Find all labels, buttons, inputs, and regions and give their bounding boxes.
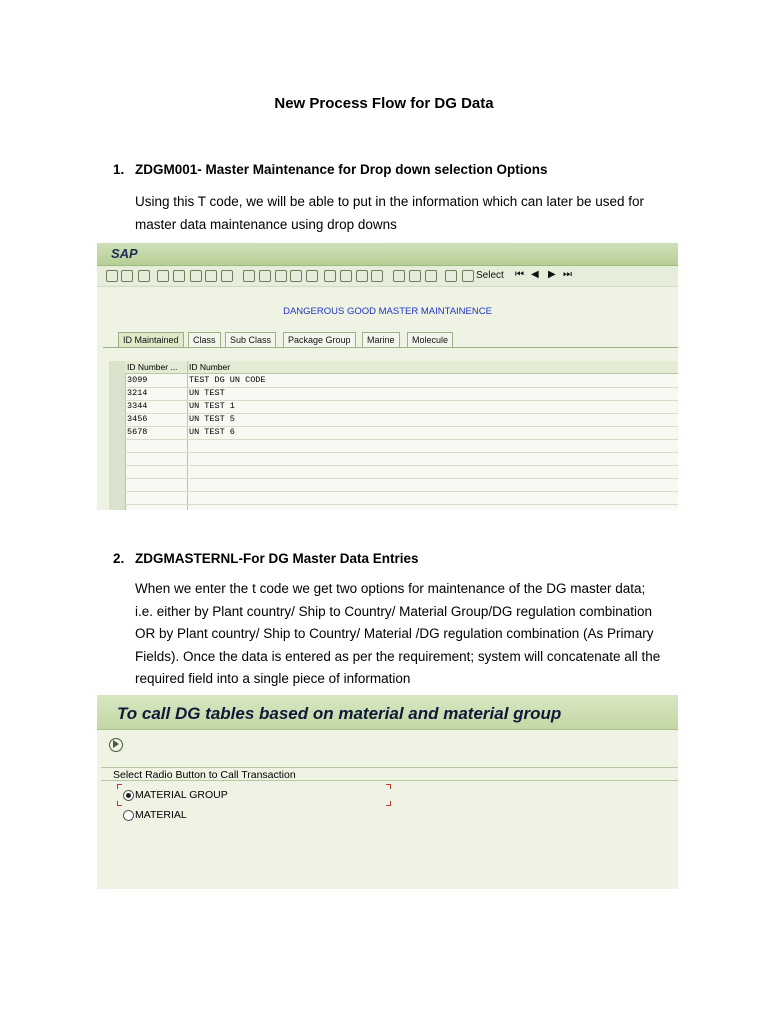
table-row[interactable] xyxy=(125,413,678,427)
tab-molecule[interactable]: Molecule xyxy=(407,332,453,347)
details-icon[interactable] xyxy=(157,270,169,282)
save-layout-icon[interactable] xyxy=(425,270,437,282)
export-icon[interactable] xyxy=(290,270,302,282)
table-cell[interactable]: 3214 xyxy=(127,388,148,398)
table-cell[interactable]: UN TEST 1 xyxy=(189,401,235,411)
section-1-paragraph xyxy=(135,191,680,236)
screen-title: To call DG tables based on material and material group xyxy=(117,704,562,723)
table-cell[interactable]: 3099 xyxy=(127,375,148,385)
table-row[interactable] xyxy=(125,374,678,388)
previous-page-icon[interactable]: ◀ xyxy=(531,269,539,280)
sort-ascending-icon[interactable] xyxy=(190,270,202,282)
empty-table-row[interactable] xyxy=(125,465,678,479)
row-selector-column[interactable] xyxy=(109,361,126,510)
table-row[interactable] xyxy=(125,387,678,401)
select-button[interactable]: Select xyxy=(476,270,504,281)
table-cell[interactable]: UN TEST xyxy=(189,388,225,398)
change-layout-icon[interactable] xyxy=(393,270,405,282)
section-1-title: ZDGM001- Master Maintenance for Drop down selection Options xyxy=(135,162,548,177)
sap-logo: SAP xyxy=(111,246,138,261)
tab-sub-class[interactable]: Sub Class xyxy=(225,332,276,347)
refresh-icon[interactable] xyxy=(138,270,150,282)
section-2-title: ZDGMASTERNL-For DG Master Data Entries xyxy=(135,551,419,566)
section-2-paragraph xyxy=(135,578,695,691)
tab-class[interactable]: Class xyxy=(188,332,221,347)
frame-corner-icon xyxy=(117,784,122,789)
frame-corner-icon xyxy=(386,784,391,789)
paragraph-line: OR by Plant country/ Ship to Country/ Material /DG regulation combination (As Primary xyxy=(135,626,654,641)
table-header xyxy=(125,361,678,374)
print-preview-icon[interactable] xyxy=(275,270,287,282)
sap-screen-heading: DANGEROUS GOOD MASTER MAINTAINENCE xyxy=(283,306,492,317)
sap-call-dg-tables-screenshot xyxy=(97,695,678,889)
section-2-number: 2. xyxy=(113,551,125,566)
radio-selected-icon[interactable] xyxy=(123,790,134,801)
column-header[interactable]: ID Number ... xyxy=(127,362,178,372)
tab-divider xyxy=(103,347,678,348)
mail-icon[interactable] xyxy=(324,270,336,282)
sap-title-bar xyxy=(97,243,678,266)
paragraph-line: i.e. either by Plant country/ Ship to Country/ Material Group/DG regulation combination xyxy=(135,603,653,619)
find-icon[interactable] xyxy=(106,270,118,282)
execute-icon[interactable] xyxy=(109,738,123,752)
select-layout-icon[interactable] xyxy=(409,270,421,282)
table-row[interactable] xyxy=(125,400,678,414)
graphic-icon[interactable] xyxy=(340,270,352,282)
table-cell[interactable]: 3344 xyxy=(127,401,148,411)
id-table xyxy=(109,361,678,510)
sum-icon[interactable] xyxy=(243,270,255,282)
empty-table-row[interactable] xyxy=(125,439,678,453)
copy-icon[interactable] xyxy=(173,270,185,282)
tab-marine[interactable]: Marine xyxy=(362,332,400,347)
sap-toolbar xyxy=(97,266,678,287)
table-row[interactable] xyxy=(125,426,678,440)
empty-table-row[interactable] xyxy=(125,491,678,505)
paragraph-line: required field into a single piece of information xyxy=(135,671,411,686)
table-cell[interactable]: UN TEST 5 xyxy=(189,414,235,424)
frame-corner-icon xyxy=(386,801,391,806)
last-page-icon[interactable]: ⏭ xyxy=(563,269,572,280)
abc-analysis-icon[interactable] xyxy=(356,270,368,282)
word-processing-icon[interactable] xyxy=(371,270,383,282)
table-cell[interactable]: 3456 xyxy=(127,414,148,424)
find-next-icon[interactable] xyxy=(121,270,133,282)
radio-label[interactable]: MATERIAL xyxy=(135,809,187,821)
section-2-heading xyxy=(0,551,768,569)
tab-id-maintained[interactable]: ID Maintained xyxy=(118,332,184,347)
section-1-number: 1. xyxy=(113,162,125,177)
next-page-icon[interactable]: ▶ xyxy=(548,269,556,280)
table-cell[interactable]: UN TEST 6 xyxy=(189,427,235,437)
filter-icon[interactable] xyxy=(205,270,217,282)
radio-group-label: Select Radio Button to Call Transaction xyxy=(101,767,678,781)
info-select-icon[interactable] xyxy=(462,270,474,282)
spreadsheet-icon[interactable] xyxy=(306,270,318,282)
empty-table-row[interactable] xyxy=(125,478,678,492)
empty-table-row[interactable] xyxy=(125,452,678,466)
table-cell[interactable]: 5678 xyxy=(127,427,148,437)
tab-package-group[interactable]: Package Group xyxy=(283,332,356,347)
subtotal-icon[interactable] xyxy=(259,270,271,282)
first-page-icon[interactable]: ⏮ xyxy=(515,269,524,280)
sap-title-bar xyxy=(97,695,678,730)
document-title: New Process Flow for DG Data xyxy=(274,95,494,112)
paragraph-line: Using this T code, we will be able to put in the information which can later be used for xyxy=(135,194,645,209)
paragraph-line: When we enter the t code we get two options for maintenance of the DG master data; xyxy=(135,581,646,596)
paragraph-line: Fields). Once the data is entered as per the requirement; system will concatenate all the xyxy=(135,648,661,664)
section-1-heading xyxy=(0,162,768,180)
filter-settings-icon[interactable] xyxy=(221,270,233,282)
paragraph-line: master data maintenance using drop downs xyxy=(135,216,397,232)
frame-corner-icon xyxy=(117,801,122,806)
info-icon[interactable] xyxy=(445,270,457,282)
table-cell[interactable]: TEST DG UN CODE xyxy=(189,375,266,385)
sap-master-maintenance-screenshot xyxy=(97,243,678,510)
radio-label[interactable]: MATERIAL GROUP xyxy=(135,789,228,801)
radio-unselected-icon[interactable] xyxy=(123,810,134,821)
column-header[interactable]: ID Number xyxy=(189,362,231,372)
